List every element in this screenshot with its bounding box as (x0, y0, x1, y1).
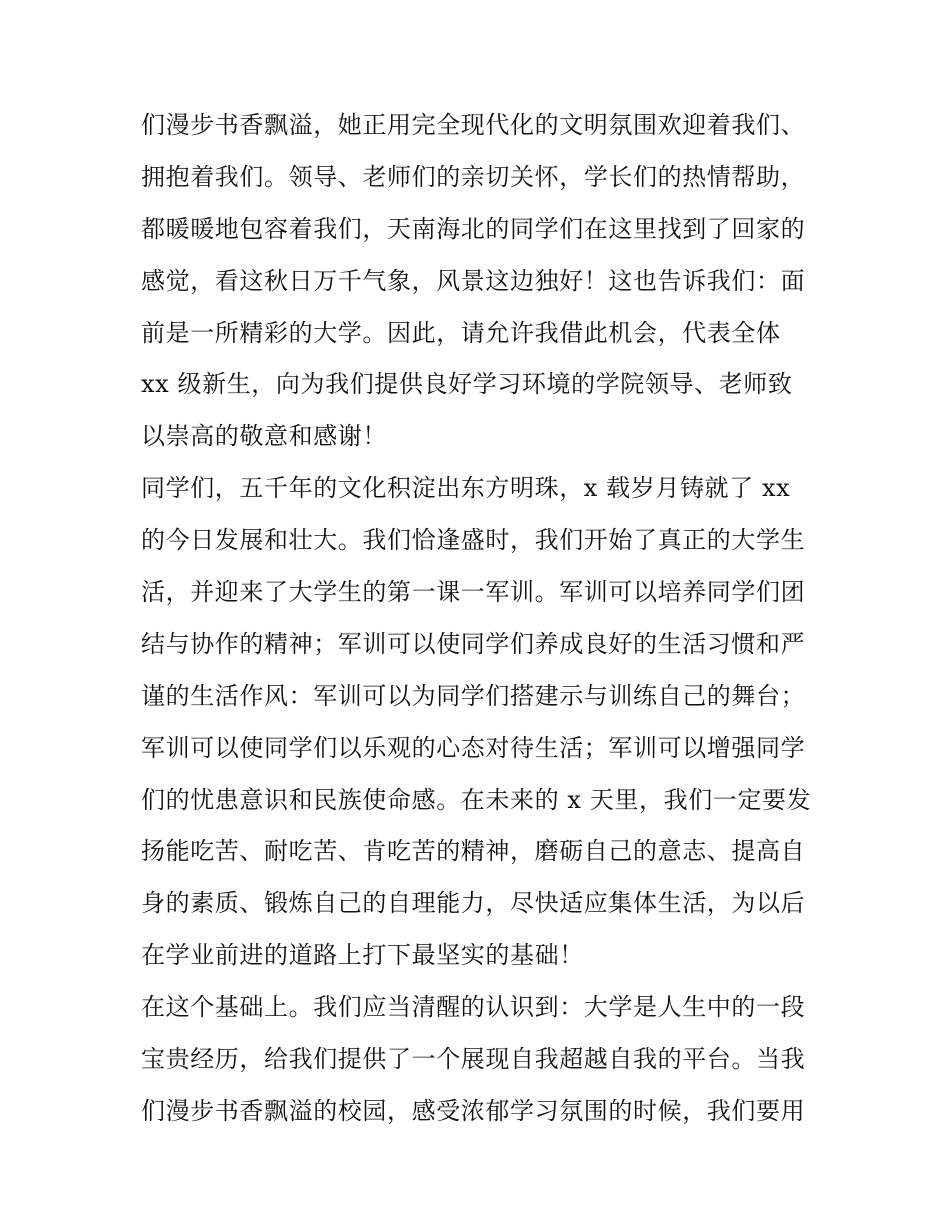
text-line-5: 前是一所精彩的大学。因此，请允许我借此机会，代表全体 (141, 318, 781, 347)
text-line-15: 扬能吃苦、耐吃苦、肯吃苦的精神，磨砺自己的意志、提高自 (141, 837, 806, 866)
text-line-4: 感觉，看这秋日万千气象，风景这边独好！这也告诉我们：面 (141, 266, 806, 295)
body-text (141, 100, 821, 1138)
text-line-12: 谨的生活作风：军训可以为同学们搭建示与训练自己的舞台； (141, 681, 806, 710)
text-line-19: 宝贵经历，给我们提供了一个展现自我超越自我的平台。当我 (141, 1045, 806, 1074)
text-line-16: 身的素质、锻炼自己的自理能力，尽快适应集体生活，为以后 (141, 889, 806, 918)
text-line-6: xx 级新生，向为我们提供良好学习环境的学院领导、老师致 (141, 370, 793, 399)
text-line-9: 的今日发展和壮大。我们恰逢盛时，我们开始了真正的大学生 (141, 526, 806, 555)
text-line-1: 们漫步书香飘溢，她正用完全现代化的文明氛围欢迎着我们、 (141, 111, 806, 139)
text-line-7: 以崇高的敬意和感谢！ (141, 422, 387, 451)
text-line-8: 同学们，五千年的文化积淀出东方明珠，x 载岁月铸就了 xx (141, 474, 791, 503)
text-line-14: 们的忧患意识和民族使命感。在未来的 x 天里，我们一定要发 (141, 785, 812, 814)
text-line-3: 都暖暖地包容着我们，天南海北的同学们在这里找到了回家的 (141, 214, 806, 243)
text-line-17: 在学业前进的道路上打下最坚实的基础！ (141, 941, 584, 970)
text-line-2: 拥抱着我们。领导、老师们的亲切关怀，学长们的热情帮助， (141, 162, 806, 191)
text-line-10: 活，并迎来了大学生的第一课一军训。军训可以培养同学们团 (141, 578, 806, 607)
text-line-13: 军训可以使同学们以乐观的心态对待生活；军训可以增强同学 (141, 733, 806, 762)
text-line-20: 们漫步书香飘溢的校园，感受浓郁学习氛围的时候，我们要用 (141, 1096, 806, 1125)
text-line-18: 在这个基础上。我们应当清醒的认识到：大学是人生中的一段 (141, 993, 806, 1022)
text-line-11: 结与协作的精神；军训可以使同学们养成良好的生活习惯和严 (141, 629, 806, 658)
